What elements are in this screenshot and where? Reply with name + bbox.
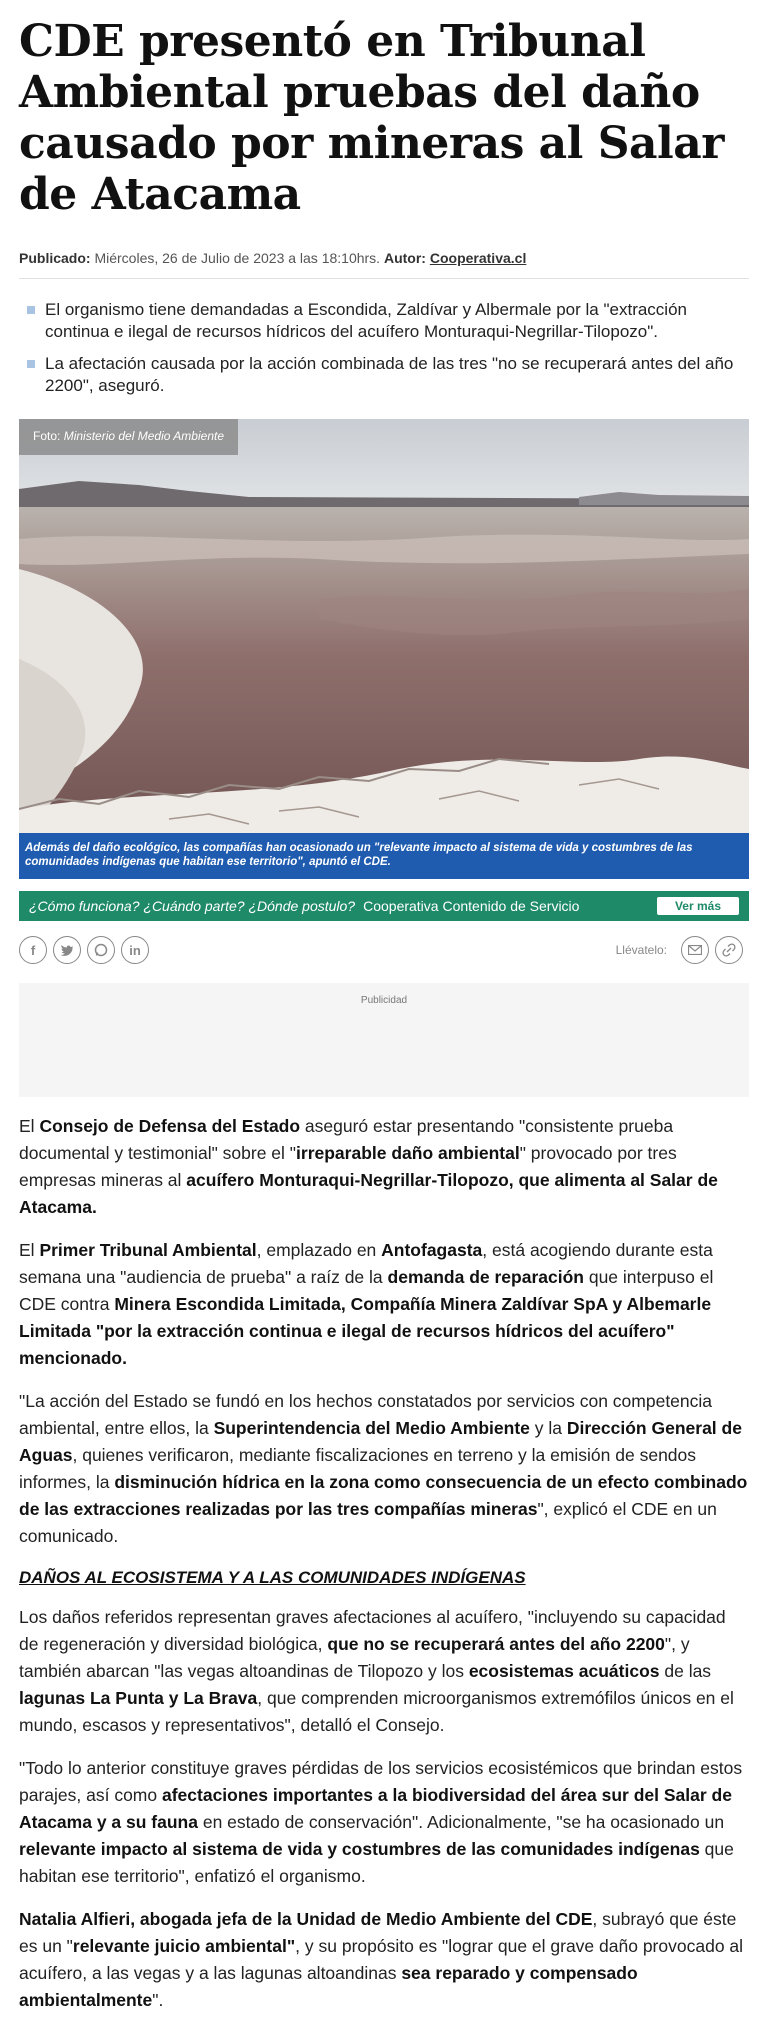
text: , que comprenden microorganismos extremófilos únicos en el mundo, escasos y representativos", detalló el Consejo. (19, 1688, 734, 1735)
bold-text: disminución hídrica en la zona como consecuencia de un efecto combinado de las extracciones realizadas por las tres compañías mineras (19, 1472, 748, 1519)
photo-caption: Además del daño ecológico, las compañías han ocasionado un "relevante impacto al sistema de vida y costumbres de las comunidades indígenas que habitan ese territorio", apuntó el CDE. (19, 833, 749, 879)
text: , quienes verificaron, mediante fiscalizaciones en terreno y la emisión de sendos informes, la (19, 1445, 697, 1492)
ad-slot (19, 983, 749, 1097)
see-more-button[interactable]: Ver más (657, 897, 739, 915)
article-title: CDE presentó en Tribunal Ambiental pruebas del daño causado por mineras al Salar de Atacama (19, 16, 724, 220)
paragraph (19, 1113, 749, 1221)
paragraph (19, 1388, 749, 1550)
bold-text: demanda de reparación (387, 1267, 584, 1287)
text: Los daños referidos representan graves afectaciones al acuífero, "incluyendo su capacidad de regeneración y diversidad biológica, (19, 1607, 726, 1654)
photo-credit-source: Ministerio del Medio Ambiente (63, 429, 224, 443)
bold-text: Natalia Alfieri, abogada jefa de la Unidad de Medio Ambiente del CDE (19, 1909, 593, 1929)
highlight-item (19, 353, 749, 397)
share-row (19, 933, 749, 967)
text: , subrayó que éste es un " (19, 1909, 737, 1956)
ad-label: Publicidad (360, 995, 408, 1006)
bold-text: acuífero Monturaqui-Negrillar-Tilopozo, que alimenta al Salar de Atacama. (19, 1170, 718, 1217)
bold-text: Superintendencia del Medio Ambiente (213, 1418, 530, 1438)
highlight-item (19, 299, 749, 343)
bullet-icon (27, 306, 35, 314)
bold-text: Consejo de Defensa del Estado (39, 1116, 301, 1136)
text: ". (152, 1990, 164, 2010)
take-it-label: Llévatelo: (615, 943, 667, 957)
bold-text: Antofagasta (381, 1240, 483, 1260)
text: en estado de conservación". Adicionalmente, "se ha ocasionado un (197, 1812, 725, 1832)
text: , está acogiendo durante esta semana una "audiencia de prueba" a raíz de la (19, 1240, 713, 1287)
article-photo[interactable] (19, 419, 749, 879)
section-heading: DAÑOS AL ECOSISTEMA Y A LAS COMUNIDADES INDÍGENAS (19, 1568, 526, 1587)
paragraph (19, 1755, 749, 1890)
bold-text: Dirección General de Aguas (19, 1418, 742, 1465)
bold-text: sea reparado y compensado ambientalmente (19, 1963, 638, 2010)
paragraph (19, 1604, 749, 1739)
article-body (19, 1113, 749, 2014)
link-icon[interactable] (715, 936, 743, 964)
service-banner[interactable] (19, 891, 749, 921)
facebook-icon[interactable]: f (19, 936, 47, 964)
text: aseguró estar presentando "consistente prueba documental y testimonial" sobre el " (19, 1116, 674, 1163)
paragraph (19, 1237, 749, 1372)
text: "La acción del Estado se fundó en los hechos constatados por servicios con competencia ambiental, entre ellos, la (19, 1391, 713, 1438)
author-label: Autor: (383, 250, 426, 266)
bold-text: Primer Tribunal Ambiental (39, 1240, 257, 1260)
salt-flat-image (19, 419, 749, 879)
linkedin-icon[interactable]: in (121, 936, 149, 964)
bullet-icon (27, 360, 35, 368)
email-icon[interactable] (681, 936, 709, 964)
bold-text: ecosistemas acuáticos (468, 1661, 660, 1681)
bold-text: relevante juicio ambiental" (72, 1936, 296, 1956)
published-label: Publicado: (19, 250, 91, 266)
text: que interpuso el CDE contra (19, 1267, 714, 1314)
text: ", y también abarcan "las vegas altoandinas de Tilopozo y los (19, 1634, 690, 1681)
author-link[interactable]: Cooperativa.cl (429, 250, 527, 266)
photo-credit (19, 419, 238, 455)
text: que habitan ese territorio", enfatizó el organismo. (19, 1839, 734, 1886)
bold-text: relevante impacto al sistema de vida y costumbres de las comunidades indígenas (19, 1839, 700, 1859)
service-question: ¿Cómo funciona? ¿Cuándo parte? ¿Dónde postulo? (29, 898, 356, 914)
bold-text: lagunas La Punta y La Brava (19, 1688, 258, 1708)
twitter-icon[interactable] (53, 936, 81, 964)
highlight-text: La afectación causada por la acción combinada de las tres "no se recuperará antes del año 2200", aseguró. (45, 354, 734, 395)
highlights-list (19, 299, 749, 397)
bold-text: irreparable daño ambiental (296, 1143, 520, 1163)
text: , y su propósito es "lograr que el grave daño provocado al acuífero, a las vegas y a las lagunas altoandinas (19, 1936, 744, 1983)
service-brand: Cooperativa Contenido de Servicio (363, 898, 580, 914)
text: de las (659, 1661, 712, 1681)
text: El (19, 1116, 40, 1136)
paragraph (19, 1906, 749, 2014)
text: , emplazado en (256, 1240, 382, 1260)
highlight-text: El organismo tiene demandadas a Escondida, Zaldívar y Albermale por la "extracción continua e ilegal de recursos hídricos del acuífero Monturaqui-Negrillar-Tilopozo". (45, 300, 687, 341)
bold-text: que no se recuperará antes del año 2200 (327, 1634, 665, 1654)
bold-text: afectaciones importantes a la biodiversidad del área sur del Salar de Atacama y a su fauna (19, 1785, 732, 1832)
published-date: Miércoles, 26 de Julio de 2023 a las 18:10hrs. (94, 250, 381, 266)
text: y la (529, 1418, 567, 1438)
text: El (19, 1240, 40, 1260)
whatsapp-icon[interactable] (87, 936, 115, 964)
bold-text: Minera Escondida Limitada, Compañía Minera Zaldívar SpA y Albemarle Limitada "por la extracción continua e ilegal de recursos hídricos del acuífero" mencionado. (19, 1294, 712, 1368)
photo-credit-label: Foto: (33, 429, 61, 443)
text: "Todo lo anterior constituye graves pérdidas de los servicios ecosistémicos que brindan estos parajes, así como (19, 1758, 743, 1805)
byline (19, 250, 749, 279)
text: ", explicó el CDE en un comunicado. (19, 1499, 717, 1546)
text: " provocado por tres empresas mineras al (19, 1143, 677, 1190)
